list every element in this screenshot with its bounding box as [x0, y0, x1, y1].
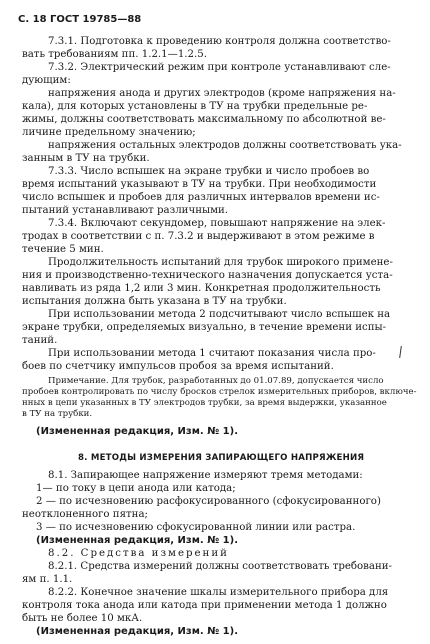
text-line: 7.3.4. Включают секундомер, повышают напряжение на элек-: [48, 218, 386, 229]
text-line: напряжения анода и других электродов (кроме напряжения на-: [48, 88, 396, 99]
section-heading: 8. МЕТОДЫ ИЗМЕРЕНИЯ ЗАПИРАЮЩЕГО НАПРЯЖЕНИЯ: [78, 453, 365, 463]
text-line: жимы, должны соответствовать максимальному по абсолютной ве-: [22, 114, 386, 125]
text-line: 8.2.1. Средства измерений должны соответствовать требовани-: [48, 561, 392, 572]
text-line: вать требованиям пп. 1.2.1—1.2.5.: [22, 49, 207, 60]
text-line: дующим:: [22, 75, 71, 86]
text-line: тродах в соответствии с п. 7.3.2 и выдерживают в этом режиме в: [22, 231, 375, 242]
text-line: 8.2. Средства измерений: [48, 548, 229, 559]
text-line: напряжения остальных электродов должны соответствовать ука-: [48, 140, 402, 151]
text-line: 3 — по исчезновению сфокусированной линии или растра.: [36, 522, 356, 533]
text-line: контроля тока анода или катода при применении метода 1 должно: [22, 600, 387, 611]
amendment-note: (Измененная редакция, Изм. № 1).: [36, 426, 239, 437]
text-line: течение 5 мин.: [22, 244, 104, 255]
amendment-note: (Измененная редакция, Изм. № 1).: [36, 626, 239, 637]
text-line: время испытаний указывают в ТУ на трубки. При необходимости: [22, 179, 377, 190]
text-line: таний.: [22, 335, 58, 346]
text-line: число вспышек и пробоев для различных интервалов времени ис-: [22, 192, 380, 203]
text-line: экране трубки, определяемых визуально, в течение времени испы-: [22, 322, 387, 333]
text-line: ям п. 1.1.: [22, 574, 73, 585]
footnote-line: в ТУ на трубки.: [22, 409, 93, 419]
footnote-line: Примечание. Для трубок, разработанных до 01.07.89, допускается число: [48, 376, 384, 386]
text-line: боев по счетчику импульсов пробоя за время испытаний.: [22, 361, 334, 372]
text-line: ния и производственно-технического назначения допускается уста-: [22, 270, 393, 281]
page-header: С. 18 ГОСТ 19785—88: [18, 14, 142, 25]
text-line: 8.2.2. Конечное значение шкалы измерительного прибора для: [48, 587, 389, 598]
text-line: неотклоненного пятна;: [22, 509, 148, 520]
text-line: 8.1. Запирающее напряжение измеряют тремя методами:: [48, 470, 363, 481]
text-line: При использовании метода 1 считают показания числа про-: [48, 348, 376, 359]
text-line: 7.3.3. Число вспышек на экране трубки и число пробоев во: [48, 166, 370, 177]
text-line: При использовании метода 2 подсчитывают число вспышек на: [48, 309, 391, 320]
text-line: Продолжительность испытаний для трубок широкого примене-: [48, 257, 393, 268]
text-line: занным в ТУ на трубки.: [22, 153, 150, 164]
margin-mark: [399, 346, 402, 358]
text-line: испытания должна быть указана в ТУ на трубки.: [22, 296, 287, 307]
text-line: 7.3.2. Электрический режим при контроле устанавливают сле-: [48, 62, 391, 73]
footnote-line: нных в цепи указанных в ТУ электродов трубки, за время выдержки, указанное: [22, 398, 387, 408]
text-line: 1— по току в цепи анода или катода;: [36, 483, 236, 494]
text-line: 7.3.1. Подготовка к проведению контроля должна соответство-: [48, 36, 391, 47]
text-line: быть не более 10 мкА.: [22, 613, 143, 624]
footnote-line: пробоев контролировать по числу бросков стрелок измерительных приборов, включе-: [22, 387, 417, 397]
text-line: навливать из ряда 1,2 или 3 мин. Конкретная продолжительность: [22, 283, 381, 294]
text-line: кала), для которых установлены в ТУ на трубки предельные ре-: [22, 101, 368, 112]
text-line: личине предельному значению;: [22, 127, 196, 138]
text-line: 2 — по исчезновению расфокусированного (сфокусированного): [36, 496, 381, 507]
text-line: пытаний устанавливают различными.: [22, 205, 229, 216]
amendment-note: (Измененная редакция, Изм. № 1).: [36, 535, 239, 546]
